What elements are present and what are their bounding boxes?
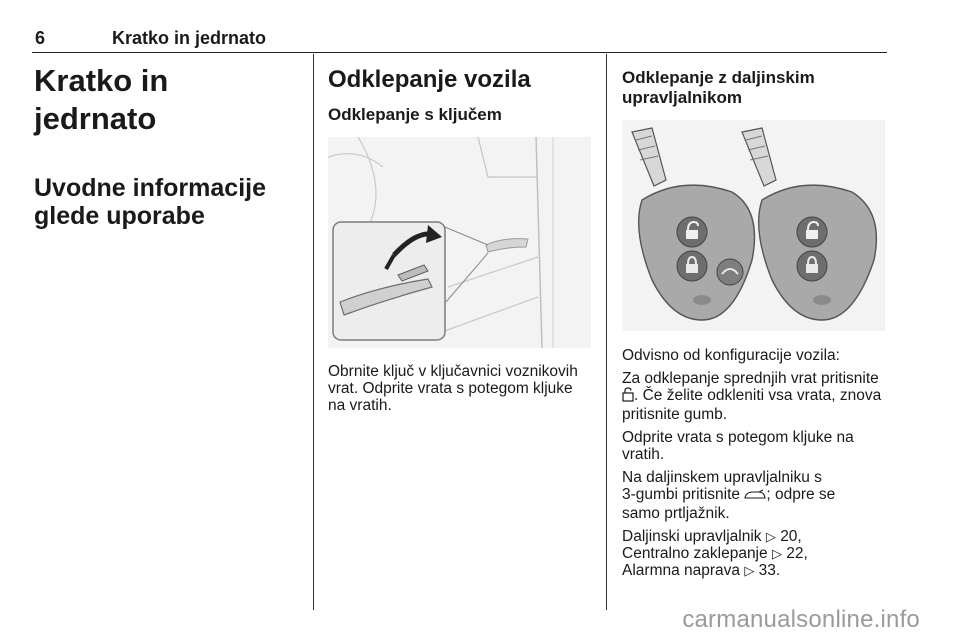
body-line: Za odklepanje sprednjih vrat pritisnite [622,370,879,387]
reference-page: 22, [786,545,808,562]
page-reference-arrow-icon: ▷ [744,563,755,578]
door-handle-drawing [328,137,591,348]
section-title-line: Uvodne informacije [34,174,266,202]
section-title-intro [34,174,296,230]
body-line: pritisnite gumb. [622,406,728,423]
column-divider-1 [313,54,314,610]
subsection-title-line: upravljalnikom [622,88,742,107]
page-number: 6 [35,28,46,48]
key-unlock-illustration [328,137,591,348]
reference-label: Alarmna naprava [622,562,741,579]
reference-label: Daljinski upravljalnik [622,528,762,545]
body-paragraph [622,370,888,423]
running-title: Kratko in jedrnato [112,28,267,48]
remote-keys-illustration [622,120,885,331]
reference-page: 20, [780,528,802,545]
body-line [622,486,888,505]
body-paragraph [622,429,888,463]
reference-page: 33. [758,562,781,579]
body-paragraph [622,469,888,522]
page-reference-arrow-icon: ▷ [765,529,776,544]
unlock-padlock-icon [622,387,634,406]
section-title-line: glede uporabe [34,202,205,230]
remote-key-drawing [622,120,885,331]
body-line: vrat. Odprite vrata s potegom kljuke [328,380,573,397]
subsection-title-line: Odklepanje z daljinskim [622,68,815,87]
cross-reference-link[interactable] [622,528,888,545]
body-text: . Če želite odkleniti vsa vrata, znova [634,387,882,404]
column-3 [622,62,888,579]
reference-label: Centralno zaklepanje [622,545,768,562]
chapter-title: Kratko in jedrnato [34,63,169,136]
page-header [32,28,887,53]
section-title-unlocking: Odklepanje vozila [328,66,531,93]
watermark: carmanualsonline.info [682,606,920,633]
body-text: ; odpre se [766,486,836,503]
column-2 [328,62,593,414]
body-text: 3-gumbi pritisnite [622,486,741,503]
body-line: vratih. [622,446,665,463]
body-line: na vratih. [328,397,392,414]
body-line [622,387,888,406]
body-paragraph: Odvisno od konfiguracije vozila: [622,347,840,364]
body-line: Obrnite ključ v ključavnici voznikovih [328,363,578,380]
body-line: samo prtljažnik. [622,505,730,522]
body-line: Na daljinskem upravljalniku s [622,469,822,486]
subsection-title-remote [622,68,888,108]
column-1 [34,62,296,230]
cross-references [622,528,888,579]
subsection-title-key: Odklepanje s ključem [328,105,502,124]
trunk-car-icon [744,488,766,505]
body-line: Odprite vrata s potegom kljuke na [622,429,854,446]
cross-reference-link[interactable] [622,545,888,562]
cross-reference-link[interactable] [622,562,888,579]
column-divider-2 [606,54,607,610]
page-reference-arrow-icon: ▷ [771,546,782,561]
